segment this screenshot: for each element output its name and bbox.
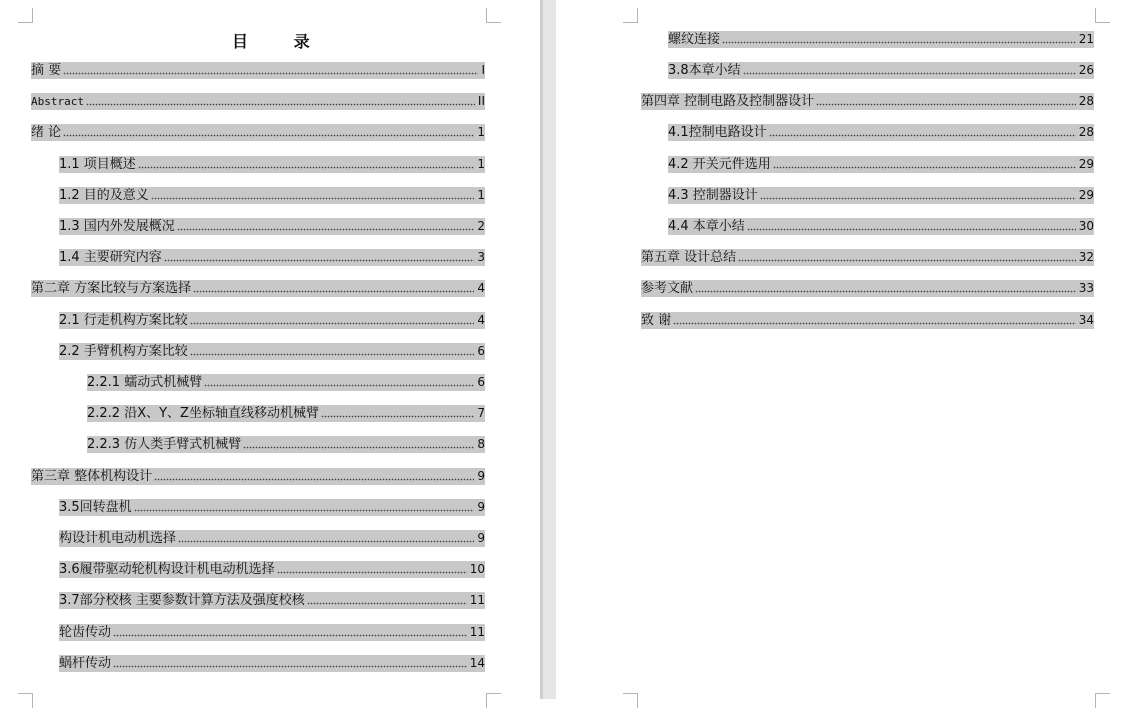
toc-leader-dots xyxy=(164,258,475,262)
toc-leader-dots xyxy=(769,133,1076,137)
toc-entry[interactable] xyxy=(59,592,485,609)
toc-entry-page: 32 xyxy=(1078,250,1094,264)
toc-entry-text: 2.2.2 沿X、Y、Z坐标轴直线移动机械臂 xyxy=(87,406,319,421)
toc-entry-page: 6 xyxy=(477,375,485,389)
toc-entry-page: 1 xyxy=(477,125,485,139)
toc-leader-dots xyxy=(307,601,467,605)
toc-entry[interactable] xyxy=(59,343,485,360)
toc-entry-page: I xyxy=(481,63,485,77)
toc-entry-page: 14 xyxy=(469,656,485,670)
toc-entry[interactable] xyxy=(59,624,485,641)
toc-entry[interactable] xyxy=(59,218,485,235)
toc-entry-text: 绪 论 xyxy=(31,125,62,140)
toc-entry[interactable] xyxy=(59,530,485,547)
toc-entry-text: 第五章 设计总结 xyxy=(641,250,737,265)
toc-entry-page: 10 xyxy=(469,562,485,576)
toc-entry-text: 4.3 控制器设计 xyxy=(668,188,758,203)
toc-leader-dots xyxy=(86,102,475,106)
toc-entry[interactable] xyxy=(668,156,1094,173)
toc-leader-dots xyxy=(321,414,474,418)
toc-entry[interactable] xyxy=(59,187,485,204)
toc-entry-page: 3 xyxy=(477,250,485,264)
toc-entry-text: 1.1 项目概述 xyxy=(59,157,136,172)
toc-entry-text: 3.5回转盘机 xyxy=(59,500,132,515)
toc-entry[interactable] xyxy=(31,93,485,110)
toc-leader-dots xyxy=(816,102,1076,106)
crop-mark-bottom-right xyxy=(1095,693,1110,708)
toc-leader-dots xyxy=(722,40,1076,44)
toc-leader-dots xyxy=(738,258,1076,262)
crop-mark-top-right xyxy=(1095,8,1110,23)
toc-leader-dots xyxy=(243,445,474,449)
toc-entry-text: 3.6履带驱动轮机构设计机电动机选择 xyxy=(59,562,275,577)
toc-leader-dots xyxy=(277,570,467,574)
toc-leader-dots xyxy=(190,352,475,356)
toc-entry-page: 9 xyxy=(477,469,485,483)
toc-entry[interactable] xyxy=(641,312,1094,329)
crop-mark-top-left xyxy=(623,8,638,23)
toc-entry-page: 34 xyxy=(1078,313,1094,327)
toc-entry[interactable] xyxy=(668,218,1094,235)
toc-entry-page: 28 xyxy=(1078,94,1094,108)
toc-entry-text: Abstract xyxy=(31,95,84,108)
toc-entry-text: 3.7部分校核 主要参数计算方法及强度校核 xyxy=(59,593,305,608)
toc-leader-dots xyxy=(190,321,475,325)
crop-mark-bottom-left xyxy=(623,693,638,708)
toc-leader-dots xyxy=(151,196,475,200)
toc-entry[interactable] xyxy=(668,124,1094,141)
toc-entry-text: 螺纹连接 xyxy=(668,32,721,47)
toc-entry[interactable] xyxy=(31,280,485,297)
toc-entry-text: 2.2.1 蠕动式机械臂 xyxy=(87,375,203,390)
toc-leader-dots xyxy=(113,664,467,668)
toc-entry[interactable] xyxy=(59,499,485,516)
toc-entry-text: 构设计机电动机选择 xyxy=(59,531,177,546)
toc-entry-text: 2.1 行走机构方案比较 xyxy=(59,313,188,328)
toc-entry[interactable] xyxy=(31,468,485,485)
toc-entry-page: 29 xyxy=(1078,157,1094,171)
toc-leader-dots xyxy=(193,289,474,293)
toc-entry[interactable] xyxy=(87,405,485,422)
toc-entry[interactable] xyxy=(641,93,1094,110)
toc-leader-dots xyxy=(773,165,1076,169)
toc-entry-text: 1.4 主要研究内容 xyxy=(59,250,162,265)
toc-entry[interactable] xyxy=(59,655,485,672)
toc-entry-page: 6 xyxy=(477,344,485,358)
toc-title: 目 录 xyxy=(232,32,330,51)
toc-leader-dots xyxy=(743,71,1076,75)
toc-entry-text: 1.3 国内外发展概况 xyxy=(59,219,175,234)
crop-mark-top-right xyxy=(486,8,501,23)
toc-entry-text: 2.2.3 仿人类手臂式机械臂 xyxy=(87,437,242,452)
toc-entry[interactable] xyxy=(668,187,1094,204)
toc-entry-text: 3.8本章小结 xyxy=(668,63,741,78)
toc-leader-dots xyxy=(177,227,475,231)
toc-entry-page: 7 xyxy=(477,406,485,420)
document-page-left xyxy=(0,0,540,699)
toc-leader-dots xyxy=(113,633,467,637)
toc-entry-page: 29 xyxy=(1078,188,1094,202)
toc-entry-page: 9 xyxy=(477,500,485,514)
toc-entry-page: 8 xyxy=(477,437,485,451)
crop-mark-bottom-left xyxy=(18,693,33,708)
toc-entry-page: 33 xyxy=(1078,281,1094,295)
toc-leader-dots xyxy=(63,71,478,75)
toc-entry-text: 第四章 控制电路及控制器设计 xyxy=(641,94,815,109)
toc-entry[interactable] xyxy=(641,249,1094,266)
toc-entry-page: 4 xyxy=(477,313,485,327)
toc-entry[interactable] xyxy=(31,62,485,79)
toc-entry[interactable] xyxy=(31,124,485,141)
toc-leader-dots xyxy=(134,508,475,512)
toc-entry-text: 参考文献 xyxy=(641,281,694,296)
document-page-right xyxy=(556,0,1133,699)
toc-entry-text: 致 谢 xyxy=(641,313,672,328)
toc-entry-page: 30 xyxy=(1078,219,1094,233)
toc-entry[interactable] xyxy=(641,280,1094,297)
toc-leader-dots xyxy=(747,227,1076,231)
toc-entry-page: 9 xyxy=(477,531,485,545)
toc-entry-text: 2.2 手臂机构方案比较 xyxy=(59,344,188,359)
toc-entry-text: 4.4 本章小结 xyxy=(668,219,745,234)
toc-entry-page: 11 xyxy=(469,593,485,607)
toc-entry-text: 第三章 整体机构设计 xyxy=(31,469,153,484)
toc-entry-page: 1 xyxy=(477,188,485,202)
toc-entry-text: 轮齿传动 xyxy=(59,625,112,640)
toc-entry[interactable] xyxy=(59,156,485,173)
toc-leader-dots xyxy=(673,321,1076,325)
toc-entry-text: 1.2 目的及意义 xyxy=(59,188,149,203)
crop-mark-bottom-right xyxy=(486,693,501,708)
toc-entry-page: 26 xyxy=(1078,63,1094,77)
toc-entry[interactable] xyxy=(87,374,485,391)
toc-entry-page: 1 xyxy=(477,157,485,171)
page-gutter-shadow xyxy=(540,0,543,699)
toc-entry-page: 4 xyxy=(477,281,485,295)
toc-entry[interactable] xyxy=(668,31,1094,48)
toc-entry-text: 4.1控制电路设计 xyxy=(668,125,767,140)
toc-leader-dots xyxy=(178,539,474,543)
toc-entry-text: 第二章 方案比较与方案选择 xyxy=(31,281,192,296)
toc-leader-dots xyxy=(138,165,475,169)
toc-entry-page: 2 xyxy=(477,219,485,233)
toc-entry-text: 摘 要 xyxy=(31,63,62,78)
toc-entry-page: 11 xyxy=(469,625,485,639)
crop-mark-top-left xyxy=(18,8,33,23)
toc-entry[interactable] xyxy=(59,249,485,266)
toc-entry-page: 21 xyxy=(1078,32,1094,46)
toc-leader-dots xyxy=(154,477,474,481)
toc-entry[interactable] xyxy=(87,436,485,453)
toc-leader-dots xyxy=(760,196,1076,200)
toc-leader-dots xyxy=(63,133,474,137)
toc-entry[interactable] xyxy=(59,561,485,578)
toc-leader-dots xyxy=(695,289,1076,293)
toc-leader-dots xyxy=(204,383,474,387)
toc-entry-page: II xyxy=(477,94,485,108)
toc-entry-page: 28 xyxy=(1078,125,1094,139)
toc-entry-text: 4.2 开关元件选用 xyxy=(668,157,771,172)
toc-entry[interactable] xyxy=(59,312,485,329)
toc-entry[interactable] xyxy=(668,62,1094,79)
toc-entry-text: 蜗杆传动 xyxy=(59,656,112,671)
